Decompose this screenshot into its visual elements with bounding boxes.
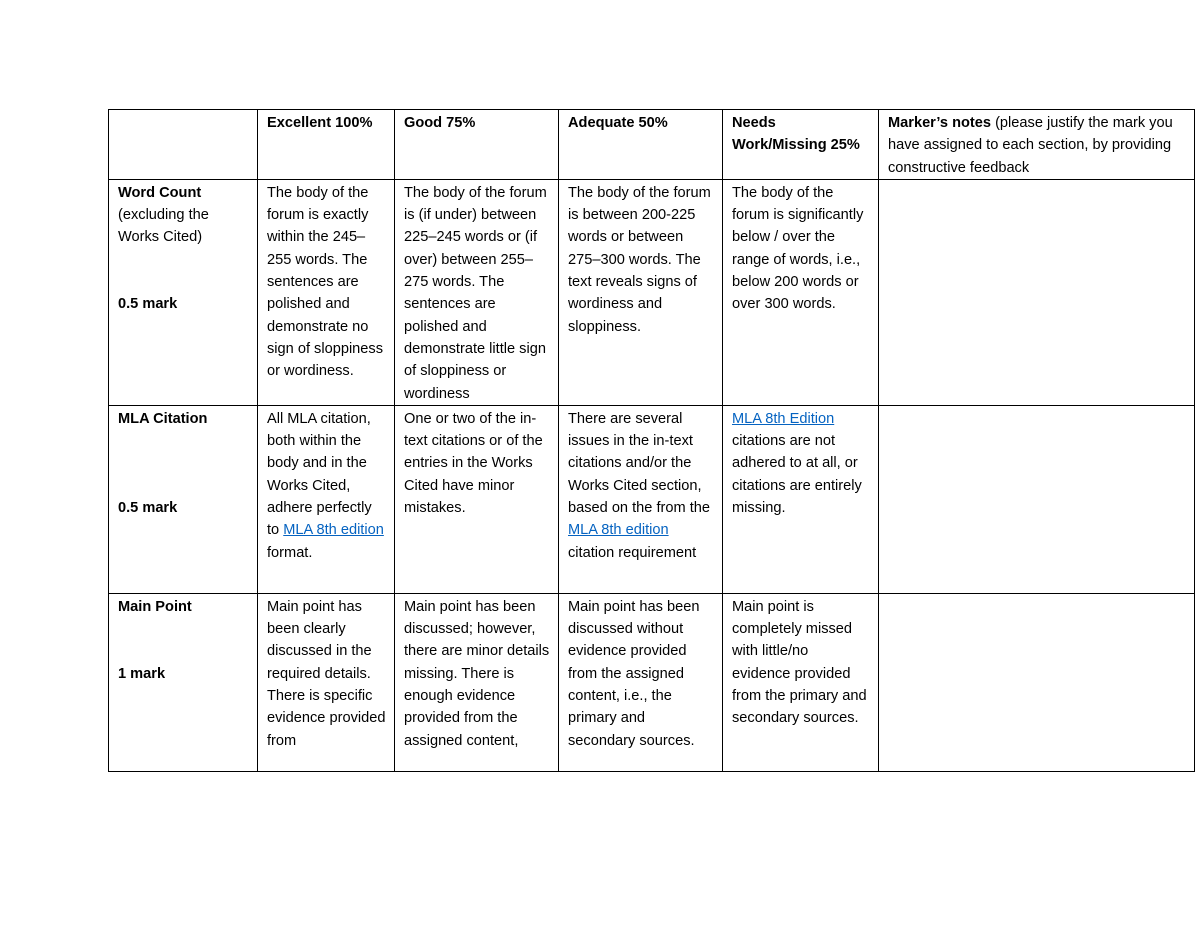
- rubric-table: [108, 109, 1195, 772]
- criterion-mark: 0.5 mark: [118, 296, 178, 313]
- good-cell: The body of the forum is (if under) between 225–245 words or (if over) between 255–275 words. The sentences are polished and demonstrate little sign of sloppiness or wordiness: [395, 179, 559, 405]
- criterion-mark: 0.5 mark: [118, 500, 178, 517]
- excellent-cell: Main point has been clearly discussed in the required details. There is specific evidence provided from: [258, 593, 395, 771]
- adequate-text-end: citation requirement: [568, 544, 697, 561]
- needs-work-cell: Main point is completely missed with little/no evidence provided from the primary and secondary sources.: [723, 593, 879, 771]
- excellent-text-end: format.: [267, 544, 313, 561]
- header-empty-cell: [109, 110, 258, 180]
- excellent-text: All MLA citation, both within the body and in the Works Cited, adhere perfectly to: [267, 410, 372, 539]
- criterion-cell: [109, 179, 258, 405]
- criterion-title: MLA Citation: [118, 410, 208, 427]
- criterion-cell: [109, 593, 258, 771]
- notes-cell[interactable]: [879, 593, 1195, 771]
- adequate-cell: [559, 405, 723, 593]
- mla-edition-link[interactable]: MLA 8th edition: [568, 522, 669, 539]
- excellent-cell: The body of the forum is exactly within the 245–255 words. The sentences are polished and demonstrate no sign of sloppiness or wordiness.: [258, 179, 395, 405]
- needs-work-cell: [723, 405, 879, 593]
- header-excellent: Excellent 100%: [258, 110, 395, 180]
- criterion-cell: [109, 405, 258, 593]
- needs-work-text: citations are not adhered to at all, or citations are entirely missing.: [732, 433, 862, 517]
- table-row: [109, 179, 1195, 405]
- header-needs-work: Needs Work/Missing 25%: [723, 110, 879, 180]
- good-cell: Main point has been discussed; however, there are minor details missing. There is enough evidence provided from the assigned content,: [395, 593, 559, 771]
- criterion-title: Word Count: [118, 184, 202, 201]
- header-adequate: Adequate 50%: [559, 110, 723, 180]
- header-markers-notes: [879, 110, 1195, 180]
- mla-edition-link[interactable]: MLA 8th edition: [283, 522, 384, 539]
- table-row: [109, 405, 1195, 593]
- notes-cell[interactable]: [879, 179, 1195, 405]
- criterion-mark: 1 mark: [118, 665, 166, 682]
- header-row: [109, 110, 1195, 180]
- mla-edition-link[interactable]: MLA 8th Edition: [732, 410, 835, 427]
- notes-cell[interactable]: [879, 405, 1195, 593]
- markers-notes-instructions: (please justify the mark you have assigned to each section, by providing constructive feedback: [888, 115, 1173, 176]
- excellent-cell: [258, 405, 395, 593]
- adequate-text: There are several issues in the in-text citations and/or the Works Cited section, based on the from the: [568, 410, 710, 517]
- criterion-title: Main Point: [118, 598, 192, 615]
- markers-notes-title: Marker’s notes: [888, 115, 992, 131]
- criterion-subtitle: (excluding the Works Cited): [118, 207, 209, 246]
- header-good: Good 75%: [395, 110, 559, 180]
- adequate-cell: The body of the forum is between 200-225 words or between 275–300 words. The text reveals signs of wordiness and sloppiness.: [559, 179, 723, 405]
- needs-work-cell: The body of the forum is significantly below / over the range of words, i.e., below 200 words or over 300 words.: [723, 179, 879, 405]
- adequate-cell: Main point has been discussed without evidence provided from the assigned content, i.e., the primary and secondary sources.: [559, 593, 723, 771]
- good-cell: One or two of the in-text citations or of the entries in the Works Cited have minor mistakes.: [395, 405, 559, 593]
- table-row: [109, 593, 1195, 771]
